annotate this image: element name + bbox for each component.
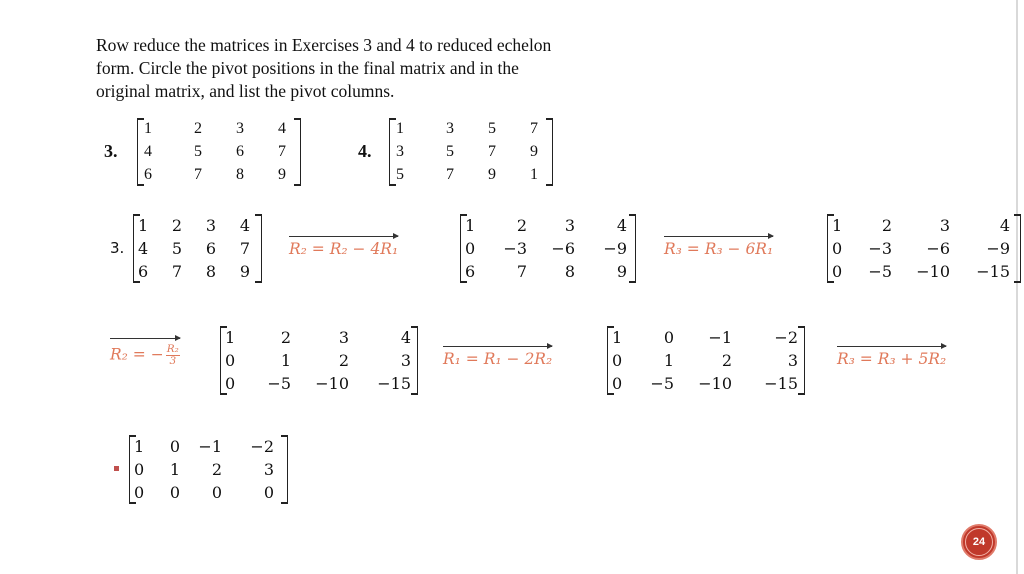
- problem-line-2: form. Circle the pivot positions in the final matrix and in the: [96, 58, 519, 78]
- matrix-cell: 7: [530, 120, 538, 138]
- matrix-cell: 2: [194, 120, 202, 138]
- matrix-grid: [138, 118, 300, 186]
- matrix-cell: 6: [205, 239, 216, 258]
- matrix-cell: 1: [134, 437, 145, 456]
- matrix-cell: −6: [926, 239, 950, 258]
- matrix-cell: 0: [225, 374, 236, 393]
- matrix-grid: [390, 118, 552, 186]
- arrow-icon: [289, 236, 398, 237]
- matrix-cell: 7: [278, 142, 286, 160]
- matrix-cell: 0: [211, 483, 222, 502]
- matrix-cell: 1: [138, 216, 149, 235]
- matrix-cell: 2: [171, 216, 182, 235]
- bullet-icon: [114, 466, 119, 471]
- matrix-cell: 1: [663, 351, 674, 370]
- matrix-cell: 8: [236, 165, 244, 183]
- matrix-cell: −3: [868, 239, 892, 258]
- matrix-cell: 3: [338, 328, 349, 347]
- bracket-serif: [1014, 281, 1020, 283]
- matrix-cell: −5: [868, 262, 892, 281]
- matrix-cell: 1: [465, 216, 476, 235]
- row-op-4: [443, 350, 552, 368]
- bracket-serif: [411, 393, 417, 395]
- matrix-cell: 2: [211, 460, 222, 479]
- matrix-cell: 4: [999, 216, 1010, 235]
- matrix-cell: −1: [708, 328, 732, 347]
- matrix-cell: 1: [169, 460, 180, 479]
- matrix-grid: [221, 326, 417, 395]
- matrix-final: [129, 435, 288, 504]
- matrix-cell: 0: [832, 262, 843, 281]
- matrix-cell: −10: [698, 374, 732, 393]
- matrix-cell: 2: [338, 351, 349, 370]
- exercise-4-matrix: [389, 118, 553, 186]
- matrix-cell: −3: [503, 239, 527, 258]
- matrix-cell: 1: [530, 165, 538, 183]
- matrix-cell: 0: [612, 351, 623, 370]
- matrix-cell: 1: [612, 328, 623, 347]
- matrix-cell: −2: [774, 328, 798, 347]
- matrix-step-5: [607, 326, 805, 395]
- exercise-4-label: 4.: [358, 141, 372, 161]
- matrix-step-4: [220, 326, 418, 395]
- matrix-cell: −15: [976, 262, 1010, 281]
- row-op-1: [289, 240, 398, 258]
- matrix-cell: 0: [465, 239, 476, 258]
- matrix-cell: 3: [564, 216, 575, 235]
- matrix-cell: 3: [787, 351, 798, 370]
- matrix-cell: 0: [225, 351, 236, 370]
- bracket-serif: [461, 214, 467, 216]
- row-op-3-lhs: R₂ = −: [110, 345, 164, 364]
- matrix-cell: 4: [144, 142, 152, 160]
- bracket-serif: [294, 184, 300, 186]
- matrix-grid: [130, 435, 287, 504]
- exercise-3-label: 3.: [104, 141, 118, 161]
- bracket-serif: [255, 281, 261, 283]
- matrix-cell: 7: [446, 165, 454, 183]
- bracket-serif: [390, 118, 396, 120]
- matrix-step-2: [460, 214, 636, 283]
- matrix-cell: 7: [516, 262, 527, 281]
- bracket-serif: [221, 326, 227, 328]
- matrix-cell: 5: [396, 165, 404, 183]
- matrix-cell: 0: [663, 328, 674, 347]
- matrix-step-3: [827, 214, 1021, 283]
- matrix-cell: 1: [396, 120, 404, 138]
- row-op-4-text: R₁ = R₁ − 2R₂: [443, 350, 553, 368]
- row-op-2-text: R₃ = R₃ − 6R₁: [664, 240, 774, 258]
- bracket-serif: [130, 502, 136, 504]
- matrix-cell: 5: [488, 120, 496, 138]
- matrix-cell: 9: [239, 262, 250, 281]
- row-op-1-text: R₂ = R₂ − 4R₁: [289, 240, 399, 258]
- matrix-cell: 2: [721, 351, 732, 370]
- matrix-cell: 4: [239, 216, 250, 235]
- matrix-cell: 4: [400, 328, 411, 347]
- problem-statement: [96, 34, 606, 103]
- bracket-serif: [390, 184, 396, 186]
- fraction: [166, 344, 180, 367]
- bracket-serif: [608, 393, 614, 395]
- matrix-cell: 6: [144, 165, 152, 183]
- matrix-cell: −9: [603, 239, 627, 258]
- solution-label: 3.: [110, 239, 125, 257]
- bracket-serif: [798, 326, 804, 328]
- page-number-badge: [961, 524, 997, 560]
- matrix-cell: 0: [612, 374, 623, 393]
- bracket-serif: [294, 118, 300, 120]
- arrow-icon: [443, 346, 552, 347]
- matrix-cell: 4: [138, 239, 149, 258]
- matrix-grid: [461, 214, 635, 283]
- matrix-cell: 4: [278, 120, 286, 138]
- arrow-icon: [837, 346, 946, 347]
- matrix-cell: 5: [446, 142, 454, 160]
- matrix-cell: −2: [250, 437, 274, 456]
- fraction-denominator: 3: [169, 355, 177, 367]
- matrix-cell: −10: [916, 262, 950, 281]
- matrix-cell: 8: [564, 262, 575, 281]
- bracket-serif: [134, 281, 140, 283]
- bracket-serif: [1014, 214, 1020, 216]
- bracket-serif: [629, 281, 635, 283]
- matrix-cell: 0: [134, 460, 145, 479]
- problem-line-1: Row reduce the matrices in Exercises 3 and 4 to reduced echelon: [96, 35, 552, 55]
- matrix-cell: 6: [236, 142, 244, 160]
- matrix-cell: 1: [832, 216, 843, 235]
- bracket-serif: [629, 214, 635, 216]
- bracket-serif: [130, 435, 136, 437]
- matrix-cell: 2: [516, 216, 527, 235]
- bracket-serif: [828, 281, 834, 283]
- matrix-cell: 3: [446, 120, 454, 138]
- matrix-cell: 3: [400, 351, 411, 370]
- bracket-serif: [281, 435, 287, 437]
- exercise-3-matrix: [137, 118, 301, 186]
- matrix-cell: −5: [650, 374, 674, 393]
- matrix-cell: 0: [169, 437, 180, 456]
- matrix-cell: −10: [315, 374, 349, 393]
- arrow-icon: [110, 338, 180, 339]
- matrix-cell: 6: [465, 262, 476, 281]
- matrix-cell: 3: [939, 216, 950, 235]
- matrix-cell: 5: [194, 142, 202, 160]
- bracket-serif: [546, 184, 552, 186]
- matrix-cell: 7: [194, 165, 202, 183]
- matrix-cell: 2: [881, 216, 892, 235]
- matrix-cell: 3: [205, 216, 216, 235]
- matrix-cell: 0: [169, 483, 180, 502]
- matrix-cell: 7: [488, 142, 496, 160]
- arrow-icon: [664, 236, 773, 237]
- matrix-cell: 9: [278, 165, 286, 183]
- matrix-cell: −1: [198, 437, 222, 456]
- bracket-serif: [461, 281, 467, 283]
- matrix-cell: 7: [171, 262, 182, 281]
- bracket-serif: [281, 502, 287, 504]
- matrix-cell: 3: [236, 120, 244, 138]
- matrix-step-1: [133, 214, 262, 283]
- bracket-serif: [546, 118, 552, 120]
- fraction-numerator: R₂: [166, 343, 179, 355]
- bracket-serif: [608, 326, 614, 328]
- matrix-grid: [828, 214, 1020, 283]
- row-op-3: [110, 344, 180, 367]
- bracket-serif: [798, 393, 804, 395]
- matrix-cell: 1: [280, 351, 291, 370]
- problem-line-3: original matrix, and list the pivot columns.: [96, 81, 395, 101]
- matrix-cell: 0: [263, 483, 274, 502]
- bracket-serif: [138, 184, 144, 186]
- matrix-cell: 3: [263, 460, 274, 479]
- matrix-cell: 1: [144, 120, 152, 138]
- matrix-cell: 0: [832, 239, 843, 258]
- matrix-cell: 9: [530, 142, 538, 160]
- bracket-serif: [828, 214, 834, 216]
- row-op-2: [664, 240, 773, 258]
- row-op-5-text: R₃ = R₃ + 5R₂: [837, 350, 947, 368]
- matrix-cell: 6: [138, 262, 149, 281]
- bracket-serif: [134, 214, 140, 216]
- row-op-5: [837, 350, 946, 368]
- matrix-cell: −15: [377, 374, 411, 393]
- matrix-grid: [134, 214, 261, 283]
- bracket-serif: [255, 214, 261, 216]
- matrix-cell: 1: [225, 328, 236, 347]
- matrix-cell: 9: [488, 165, 496, 183]
- matrix-cell: −5: [267, 374, 291, 393]
- matrix-cell: −6: [551, 239, 575, 258]
- matrix-cell: 4: [616, 216, 627, 235]
- bracket-serif: [138, 118, 144, 120]
- matrix-cell: 5: [171, 239, 182, 258]
- matrix-cell: 8: [205, 262, 216, 281]
- matrix-cell: −15: [764, 374, 798, 393]
- matrix-cell: 2: [280, 328, 291, 347]
- bracket-serif: [221, 393, 227, 395]
- page-number: 24: [965, 528, 993, 556]
- matrix-grid: [608, 326, 804, 395]
- slide-edge-rule: [1016, 0, 1018, 574]
- matrix-cell: −9: [986, 239, 1010, 258]
- matrix-cell: 0: [134, 483, 145, 502]
- matrix-cell: 7: [239, 239, 250, 258]
- matrix-cell: 3: [396, 142, 404, 160]
- bracket-serif: [411, 326, 417, 328]
- matrix-cell: 9: [616, 262, 627, 281]
